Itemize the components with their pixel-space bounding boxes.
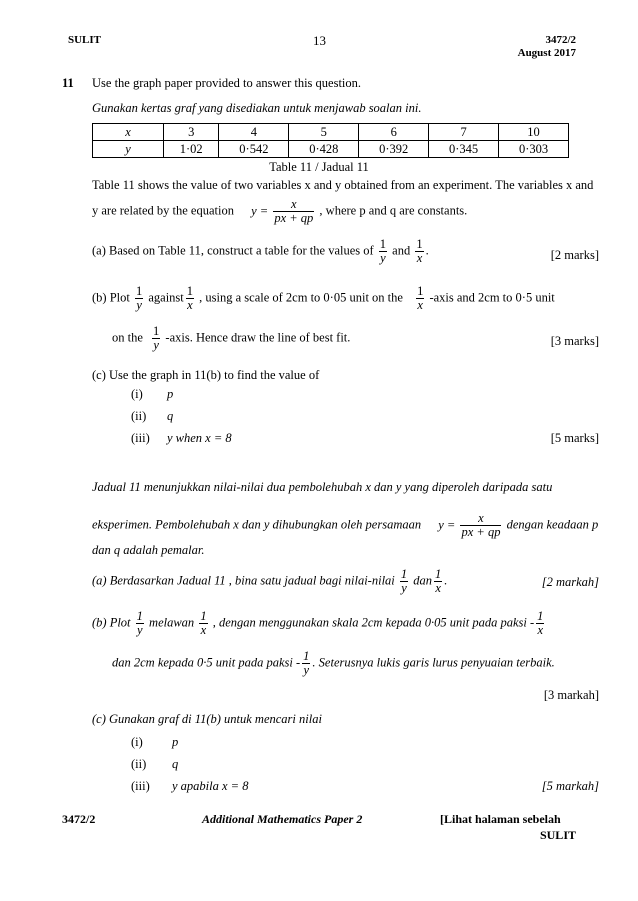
instruction-ms: Gunakan kertas graf yang disediakan untuk menjawab soalan ini. (92, 101, 422, 115)
table-row-y (93, 141, 569, 158)
fraction-1-over-x: $\frac{1}{x}$ (186, 284, 194, 313)
header-date: August 2017 (517, 47, 576, 59)
footer-next-page: [Lihat halaman sebelah (440, 812, 561, 826)
equation-fraction (273, 198, 314, 225)
table-cell: 5 (289, 124, 359, 141)
malay-intro-line1: Jadual 11 menunjukkan nilai-nilai dua pembolehubah x dan y yang diperoleh daripada satu (92, 480, 553, 494)
fraction-1-over-y: $\frac{1}{y}$ (135, 284, 143, 313)
malay-c-i-value: p (172, 735, 179, 749)
fraction-1-over-y: $\frac{1}{y}$ (136, 609, 143, 638)
table-cell: 3 (164, 124, 219, 141)
fraction-1-over-y: $\frac{1}{y}$ (379, 237, 387, 266)
table-cell: 1·02 (164, 141, 219, 158)
malay-part-c-marks: [5 markah] (541, 779, 599, 793)
question-number: 11 (62, 76, 74, 90)
part-c-iii-value: y when x = 8 (167, 431, 232, 445)
intro-en-line2 (92, 198, 467, 225)
fraction-1-over-x: $\frac{1}{x}$ (416, 237, 423, 266)
malay-c-i-label: (i) (131, 735, 143, 749)
fraction-1-over-y: $\frac{1}{y}$ (303, 649, 310, 678)
malay-c-ii-value: q (172, 757, 179, 771)
instruction-en: Use the graph paper provided to answer this question. (92, 76, 362, 90)
footer-title: Additional Mathematics Paper 2 (202, 812, 363, 826)
fraction-1-over-x: $\frac{1}{x}$ (537, 609, 544, 638)
malay-c-iii-label: (iii) (131, 779, 150, 793)
intro-en-line1: Table 11 shows the value of two variables x and y obtained from an experiment. The variables x and (92, 178, 594, 192)
intro-en-text: y are related by the equation (92, 203, 234, 218)
part-c-marks: [5 marks] (550, 431, 599, 445)
header-code: 3472/2 (545, 34, 576, 46)
page-number: 13 (313, 33, 326, 48)
part-a-label: (a) (92, 243, 106, 258)
part-c-iii-label: (iii) (131, 431, 150, 445)
table-cell: 4 (219, 124, 289, 141)
table-cell: 0·345 (429, 141, 499, 158)
part-c-en: (c) Use the graph in 11(b) to find the value of (92, 368, 320, 382)
malay-part-b-marks (544, 688, 599, 703)
part-b-en-line2: on the $\frac{1}{y}$ -axis. Hence draw the line of best fit. (112, 324, 351, 353)
malay-part-b: (b) Plot $\frac{1}{y}$ melawan $\frac{1}{x}$ , dengan menggunakan skala 2cm kepada 0·05 unit pada paksi - $\frac{1}{x}$ (92, 609, 544, 638)
table-cell: 0·303 (499, 141, 569, 158)
footer-sulit: SULIT (539, 828, 576, 842)
equation-den: px + qp (274, 211, 314, 226)
malay-part-a-marks: [2 markah] (541, 575, 599, 589)
equation-num: x (291, 197, 297, 211)
table-cell: 10 (499, 124, 569, 141)
fraction-1-over-y: $\frac{1}{y}$ (153, 324, 160, 353)
header-sulit: SULIT (68, 34, 102, 46)
table-cell: 0·542 (219, 141, 289, 158)
part-b-marks: [3 marks] (550, 334, 599, 348)
fraction-1-over-x: $\frac{1}{x}$ (200, 609, 207, 638)
part-a-text: Based on Table 11, construct a table for the values of (109, 243, 374, 258)
malay-intro-line3: dan q adalah pemalar. (92, 543, 205, 557)
malay-c-iii-value: y apabila x = 8 (172, 779, 249, 793)
table-cell: 6 (359, 124, 429, 141)
malay-c-ii-label: (ii) (131, 757, 147, 771)
equation-lhs: y = (251, 203, 269, 218)
table-header-x: x (93, 124, 164, 141)
part-c-i-value: p (167, 387, 174, 401)
malay-part-b-line2: dan 2cm kepada 0·5 unit pada paksi - $\frac{1}{y}$ . Seterusnya lukis garis lurus penyuaian terbaik. (112, 649, 555, 678)
table-row-x (93, 124, 569, 141)
table-header-y: y (93, 141, 164, 158)
malay-intro-line2: eksperimen. Pembolehubah x dan y dihubungkan oleh persamaan y = $\frac{x}{px + qp}$ dengan keadaan p (92, 511, 599, 540)
fraction-1-over-y: $\frac{1}{y}$ (400, 567, 408, 596)
part-c-ii-value: q (167, 409, 174, 423)
part-a-en: (a) Based on Table 11, construct a table for the values of $\frac{1}{y}$ and $\frac{1}{x}$ . (92, 237, 429, 266)
footer-code: 3472/2 (62, 812, 96, 826)
part-c-ii-label: (ii) (131, 409, 147, 423)
table-caption: Table 11 / Jadual 11 (269, 160, 369, 174)
malay-part-b-marks-text: [3 markah] (543, 688, 599, 702)
fraction-1-over-x: $\frac{1}{x}$ (417, 284, 424, 313)
table-cell: 0·428 (289, 141, 359, 158)
intro-en-rest: , where p and q are constants. (319, 203, 468, 218)
table-cell: 7 (429, 124, 499, 141)
malay-part-c: (c) Gunakan graf di 11(b) untuk mencari nilai (92, 712, 322, 726)
malay-part-a: (a) Berdasarkan Jadual 11 , bina satu jadual bagi nilai-nilai $\frac{1}{y}$ dan $\frac{1}{x}$ . (92, 567, 448, 596)
fraction-1-over-x: $\frac{1}{x}$ (435, 567, 442, 596)
part-c-i-label: (i) (131, 387, 143, 401)
table-cell: 0·392 (359, 141, 429, 158)
equation-fraction: $\frac{x}{px + qp}$ (461, 511, 501, 540)
part-a-marks: [2 marks] (550, 248, 599, 262)
data-table (92, 123, 569, 158)
part-b-en: (b) Plot $\frac{1}{y}$ against $\frac{1}{x}$ , using a scale of 2cm to 0·05 unit on the $\frac{1}{x}$ -axis and 2cm to 0·5 unit (92, 284, 555, 313)
